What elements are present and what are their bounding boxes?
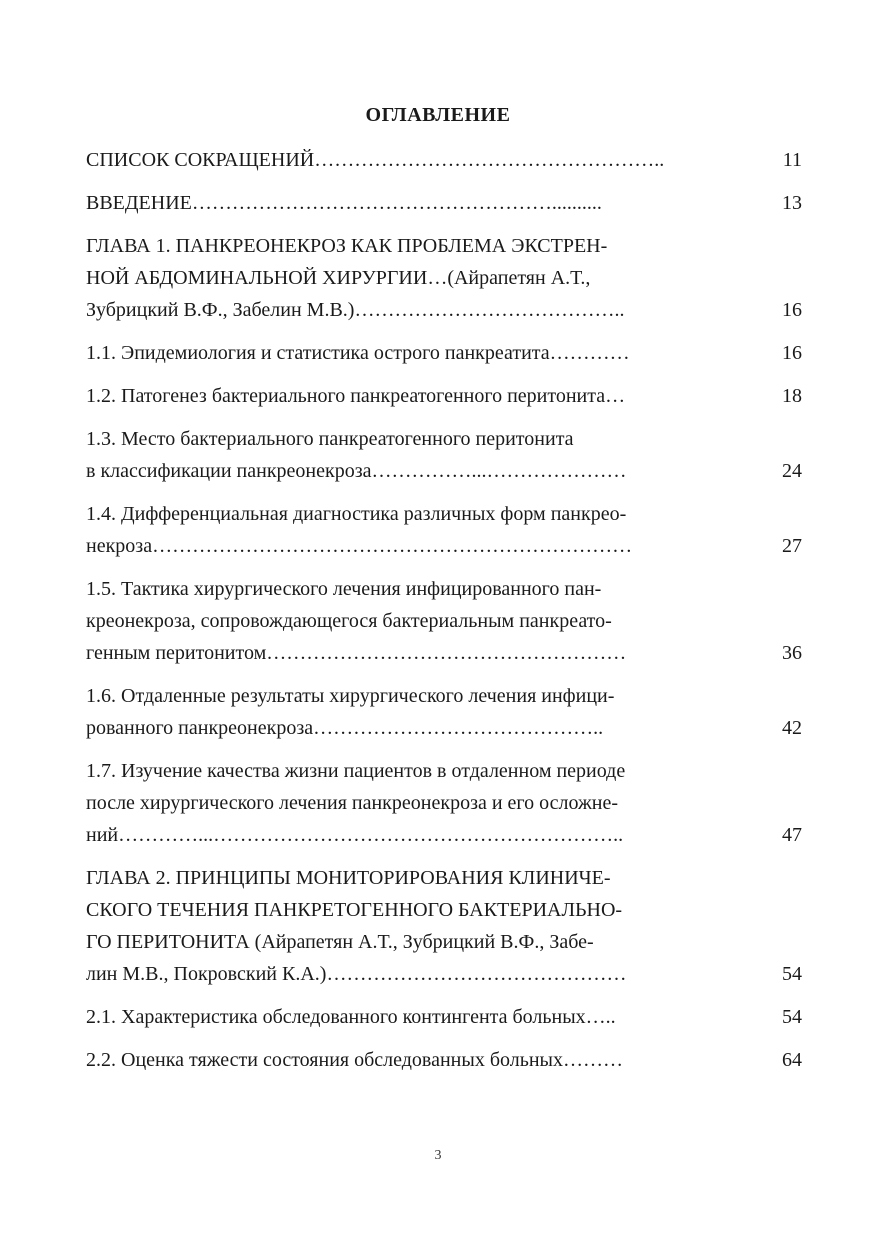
toc-entry[interactable] [86,337,802,369]
toc-entry-text: 1.5. Тактика хирургического лечения инфицированного пан- креонекроза, сопровождающегося бактериальным панкреато- генным перитонитом……………………………………………… [86,578,627,664]
toc-entry-page: 16 [782,299,802,321]
toc-entry-page: 13 [782,192,802,214]
toc-entry-page: 64 [782,1049,802,1071]
toc-entry-page: 27 [782,535,802,557]
toc-title: ОГЛАВЛЕНИЕ [365,104,511,126]
toc-entry-page: 36 [782,642,802,664]
toc-entry[interactable] [86,862,802,990]
toc-entry[interactable] [86,380,802,412]
toc-entry[interactable] [86,755,802,851]
toc-entry[interactable] [86,144,802,176]
toc-entry-page: 47 [782,824,802,846]
toc-entry-page: 16 [782,342,802,364]
toc-entry[interactable] [86,1044,802,1076]
toc-entry-text: 1.4. Дифференциальная диагностика различных форм панкрео- некроза……………………………………………………………… [86,503,633,557]
toc-entry[interactable] [86,680,802,744]
toc-entry-page: 11 [782,149,802,171]
toc-entry-text: ГЛАВА 2. ПРИНЦИПЫ МОНИТОРИРОВАНИЯ КЛИНИЧЕ- СКОГО ТЕЧЕНИЯ ПАНКРЕТОГЕННОГО БАКТЕРИАЛЬНО- ГО ПЕРИТОНИТА (Айрапетян А.Т., Зубрицкий В.Ф., Забе- лин М.В., Покровский К.А.)……………………………………… [86,867,627,985]
toc-entry-text: ВВЕДЕНИЕ……………………………………………….......... [86,192,602,214]
toc-entry[interactable] [86,573,802,669]
toc-entry-page: 54 [782,1006,802,1028]
toc-entry[interactable] [86,498,802,562]
toc-entry-text: 1.3. Место бактериального панкреатогенного перитонита в классификации панкреонекроза……………...………………… [86,428,627,482]
toc-entry-page: 24 [782,460,802,482]
toc-entry-text: 1.1. Эпидемиология и статистика острого панкреатита………… [86,342,630,364]
toc-entry[interactable] [86,423,802,487]
toc-entry[interactable] [86,230,802,326]
toc-entry-text: 1.7. Изучение качества жизни пациентов в отдаленном периоде после хирургического лечения панкреонекроза и его осложне- ний…………...…………………………………………………….. [86,760,626,846]
toc-entry-page: 42 [782,717,802,739]
toc-entry[interactable] [86,1001,802,1033]
table-of-contents [86,144,802,1087]
toc-entry-page: 18 [782,385,802,407]
toc-entry-text: СПИСОК СОКРАЩЕНИЙ…………………………………………….. [86,149,665,171]
toc-entry-page: 54 [782,963,802,985]
toc-entry-text: 2.1. Характеристика обследованного контингента больных….. [86,1006,616,1028]
toc-entry-text: 1.6. Отдаленные результаты хирургического лечения инфици- рованного панкреонекроза…………………………………….. [86,685,615,739]
toc-entry-text: ГЛАВА 1. ПАНКРЕОНЕКРОЗ КАК ПРОБЛЕМА ЭКСТРЕН- НОЙ АБДОМИНАЛЬНОЙ ХИРУРГИИ…(Айрапетян А.Т., Зубрицкий В.Ф., Забелин М.В.)………………………………….. [86,235,625,321]
toc-entry[interactable] [86,187,802,219]
toc-entry-text: 2.2. Оценка тяжести состояния обследованных больных……… [86,1049,623,1071]
toc-entry-text: 1.2. Патогенез бактериального панкреатогенного перитонита… [86,385,626,407]
page-number: 3 [434,1148,442,1163]
